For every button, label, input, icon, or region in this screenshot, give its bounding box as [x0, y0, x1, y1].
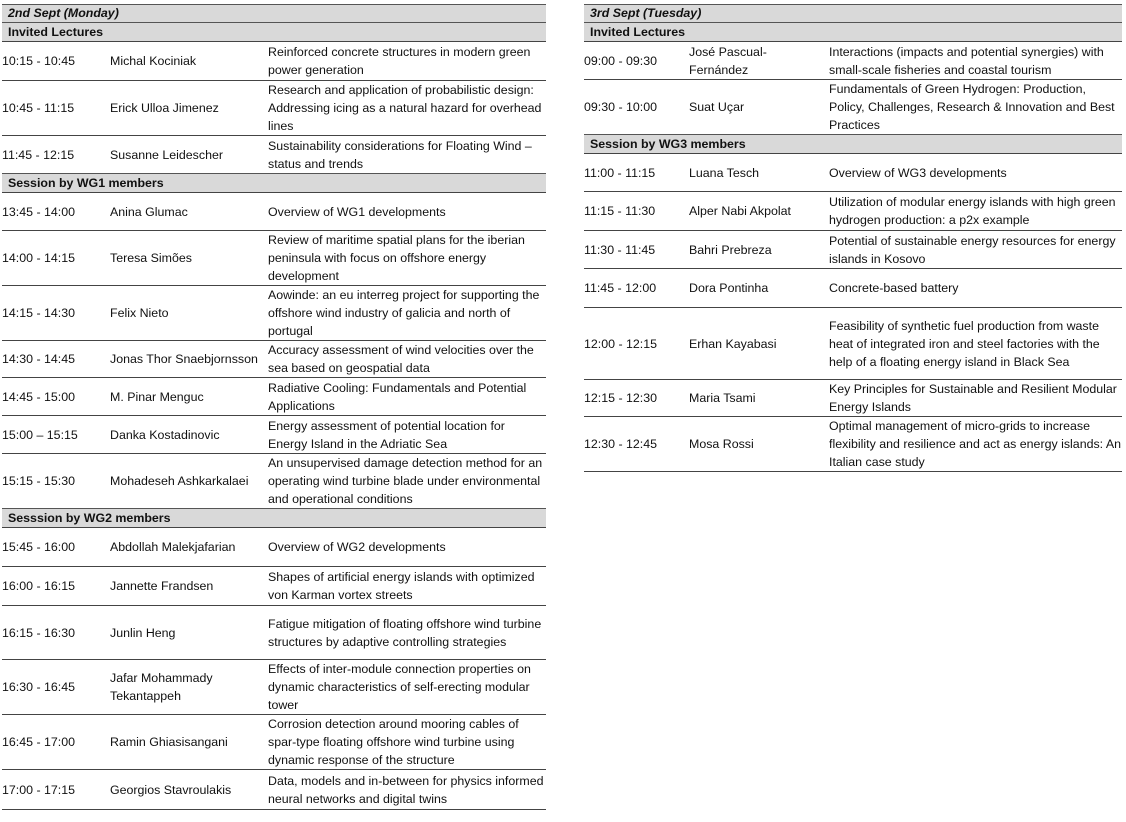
- section-title: Invited Lectures: [584, 23, 1122, 42]
- speaker-name: Jonas Thor Snaebjornsson: [106, 341, 264, 378]
- table-row: [584, 80, 1122, 135]
- talk-title: Corrosion detection around mooring cables of spar-type floating offshore wind turbine using dynamic response of the structure: [264, 715, 546, 770]
- section-header: [584, 23, 1122, 42]
- talk-title: Accuracy assessment of wind velocities over the sea based on geospatial data: [264, 341, 546, 378]
- day-title: 3rd Sept (Tuesday): [584, 5, 1122, 23]
- talk-title: Key Principles for Sustainable and Resilient Modular Energy Islands: [825, 380, 1122, 417]
- talk-title: Overview of WG3 developments: [825, 154, 1122, 192]
- day-header: [2, 5, 546, 23]
- speaker-name: Felix Nieto: [106, 286, 264, 341]
- table-row: [584, 269, 1122, 308]
- talk-title: Potential of sustainable energy resources for energy islands in Kosovo: [825, 231, 1122, 269]
- table-row: [2, 341, 546, 378]
- section-header: [2, 23, 546, 42]
- speaker-name: Junlin Heng: [106, 606, 264, 660]
- time-slot: 09:30 - 10:00: [584, 80, 685, 135]
- speaker-name: Erick Ulloa Jimenez: [106, 81, 264, 136]
- talk-title: Data, models and in-between for physics informed neural networks and digital twins: [264, 770, 546, 810]
- table-row: [2, 567, 546, 606]
- table-row: [2, 231, 546, 286]
- table-row: [584, 417, 1122, 472]
- table-row: [2, 416, 546, 454]
- speaker-name: Dora Pontinha: [685, 269, 825, 308]
- time-slot: 12:00 - 12:15: [584, 308, 685, 380]
- table-row: [2, 606, 546, 660]
- talk-title: Fatigue mitigation of floating offshore wind turbine structures by adaptive controlling strategies: [264, 606, 546, 660]
- speaker-name: Mohadeseh Ashkarkalaei: [106, 454, 264, 509]
- time-slot: 14:00 - 14:15: [2, 231, 106, 286]
- speaker-name: Anina Glumac: [106, 193, 264, 231]
- speaker-name: M. Pinar Menguc: [106, 378, 264, 416]
- time-slot: 17:00 - 17:15: [2, 770, 106, 810]
- section-title: Session by WG3 members: [584, 135, 1122, 154]
- table-row: [2, 770, 546, 810]
- time-slot: 11:45 - 12:15: [2, 136, 106, 174]
- speaker-name: Luana Tesch: [685, 154, 825, 192]
- table-row: [584, 42, 1122, 80]
- monday-schedule: [2, 4, 546, 810]
- talk-title: Overview of WG2 developments: [264, 528, 546, 567]
- speaker-name: Susanne Leidescher: [106, 136, 264, 174]
- speaker-name: Jafar Mohammady Tekantappeh: [106, 660, 264, 715]
- section-header: [584, 135, 1122, 154]
- table-row: [584, 380, 1122, 417]
- talk-title: Energy assessment of potential location for Energy Island in the Adriatic Sea: [264, 416, 546, 454]
- section-title: Invited Lectures: [2, 23, 546, 42]
- talk-title: An unsupervised damage detection method for an operating wind turbine blade under environmental and operational conditions: [264, 454, 546, 509]
- time-slot: 12:30 - 12:45: [584, 417, 685, 472]
- time-slot: 11:15 - 11:30: [584, 192, 685, 231]
- speaker-name: Suat Uçar: [685, 80, 825, 135]
- time-slot: 09:00 - 09:30: [584, 42, 685, 80]
- table-row: [584, 192, 1122, 231]
- time-slot: 11:30 - 11:45: [584, 231, 685, 269]
- talk-title: Review of maritime spatial plans for the iberian peninsula with focus on offshore energy development: [264, 231, 546, 286]
- speaker-name: Ramin Ghiasisangani: [106, 715, 264, 770]
- talk-title: Concrete-based battery: [825, 269, 1122, 308]
- speaker-name: Abdollah Malekjafarian: [106, 528, 264, 567]
- time-slot: 11:00 - 11:15: [584, 154, 685, 192]
- talk-title: Effects of inter-module connection properties on dynamic characteristics of self-erecting modular tower: [264, 660, 546, 715]
- talk-title: Shapes of artificial energy islands with optimized von Karman vortex streets: [264, 567, 546, 606]
- talk-title: Reinforced concrete structures in modern green power generation: [264, 42, 546, 81]
- time-slot: 14:15 - 14:30: [2, 286, 106, 341]
- table-row: [584, 154, 1122, 192]
- table-row: [2, 528, 546, 567]
- speaker-name: Mosa Rossi: [685, 417, 825, 472]
- section-title: Session by WG1 members: [2, 174, 546, 193]
- time-slot: 15:15 - 15:30: [2, 454, 106, 509]
- time-slot: 16:15 - 16:30: [2, 606, 106, 660]
- day-header: [584, 5, 1122, 23]
- time-slot: 11:45 - 12:00: [584, 269, 685, 308]
- talk-title: Interactions (impacts and potential synergies) with small-scale fisheries and coastal tourism: [825, 42, 1122, 80]
- speaker-name: José Pascual-Fernández: [685, 42, 825, 80]
- tuesday-schedule: [584, 4, 1122, 472]
- time-slot: 16:00 - 16:15: [2, 567, 106, 606]
- table-row: [2, 715, 546, 770]
- speaker-name: Bahri Prebreza: [685, 231, 825, 269]
- table-row: [2, 136, 546, 174]
- time-slot: 15:45 - 16:00: [2, 528, 106, 567]
- speaker-name: Alper Nabi Akpolat: [685, 192, 825, 231]
- talk-title: Aowinde: an eu interreg project for supporting the offshore wind industry of galicia and north of portugal: [264, 286, 546, 341]
- speaker-name: Jannette Frandsen: [106, 567, 264, 606]
- talk-title: Overview of WG1 developments: [264, 193, 546, 231]
- talk-title: Feasibility of synthetic fuel production from waste heat of integrated iron and steel factories with the help of a floating energy island in Black Sea: [825, 308, 1122, 380]
- time-slot: 16:45 - 17:00: [2, 715, 106, 770]
- table-row: [2, 42, 546, 81]
- speaker-name: Georgios Stavroulakis: [106, 770, 264, 810]
- table-row: [2, 81, 546, 136]
- time-slot: 14:30 - 14:45: [2, 341, 106, 378]
- section-title: Sesssion by WG2 members: [2, 509, 546, 528]
- table-row: [2, 660, 546, 715]
- table-row: [2, 286, 546, 341]
- speaker-name: Erhan Kayabasi: [685, 308, 825, 380]
- time-slot: 14:45 - 15:00: [2, 378, 106, 416]
- table-row: [584, 308, 1122, 380]
- time-slot: 15:00 – 15:15: [2, 416, 106, 454]
- talk-title: Radiative Cooling: Fundamentals and Potential Applications: [264, 378, 546, 416]
- talk-title: Fundamentals of Green Hydrogen: Production, Policy, Challenges, Research & Innovation and Best Practices: [825, 80, 1122, 135]
- schedule-table: [584, 4, 1122, 472]
- table-row: [584, 231, 1122, 269]
- time-slot: 12:15 - 12:30: [584, 380, 685, 417]
- time-slot: 10:45 - 11:15: [2, 81, 106, 136]
- talk-title: Research and application of probabilistic design: Addressing icing as a natural hazard for overhead lines: [264, 81, 546, 136]
- talk-title: Sustainability considerations for Floating Wind – status and trends: [264, 136, 546, 174]
- section-header: [2, 174, 546, 193]
- time-slot: 13:45 - 14:00: [2, 193, 106, 231]
- talk-title: Optimal management of micro-grids to increase flexibility and resilience and act as energy islands: An Italian case study: [825, 417, 1122, 472]
- table-row: [2, 378, 546, 416]
- day-title: 2nd Sept (Monday): [2, 5, 546, 23]
- speaker-name: Teresa Simões: [106, 231, 264, 286]
- talk-title: Utilization of modular energy islands with high green hydrogen production: a p2x example: [825, 192, 1122, 231]
- schedule-table: [2, 4, 546, 810]
- speaker-name: Michal Kociniak: [106, 42, 264, 81]
- time-slot: 16:30 - 16:45: [2, 660, 106, 715]
- table-row: [2, 454, 546, 509]
- table-row: [2, 193, 546, 231]
- time-slot: 10:15 - 10:45: [2, 42, 106, 81]
- speaker-name: Danka Kostadinovic: [106, 416, 264, 454]
- section-header: [2, 509, 546, 528]
- speaker-name: Maria Tsami: [685, 380, 825, 417]
